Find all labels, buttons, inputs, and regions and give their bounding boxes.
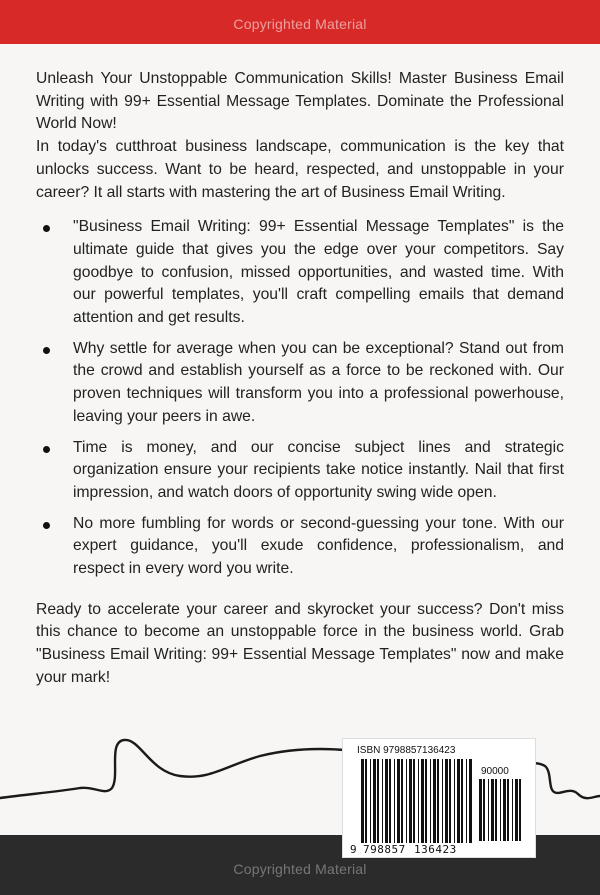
intro-paragraph-headline: Unleash Your Unstoppable Communication Skills! Master Business Email Writing with 99+ Essential Message Templates. Dominate the Professional World Now!	[36, 70, 564, 133]
barcode-digits-right: 136423	[414, 843, 457, 856]
closing-paragraph: Ready to accelerate your career and skyrocket your success? Don't miss this chance to become an unstoppable force in the business world. Grab "Business Email Writing: 99+ Essential Message Templates" now and make your mark!	[36, 600, 564, 686]
barcode-digits-left: 798857	[363, 843, 406, 856]
barcode-bar	[389, 759, 391, 843]
barcode-bar	[507, 779, 509, 841]
barcode-bar	[361, 759, 364, 843]
bullet-dot-icon	[43, 522, 50, 529]
isbn-label: ISBN 9798857136423	[357, 745, 456, 756]
barcode-bar	[512, 779, 513, 841]
barcode-bar	[413, 759, 415, 843]
barcode-bar	[401, 759, 403, 843]
feature-bullet-list	[36, 216, 564, 581]
barcode-bar	[370, 759, 371, 843]
bullet-text: No more fumbling for words or second-guessing your tone. With our expert guidance, you'll exude confidence, professionalism, and respect in every word you write.	[73, 514, 564, 578]
intro-paragraph: In today's cutthroat business landscape, communication is the key that unlocks success. Want to be heard, respected, and unstoppable in your career? It all starts with mastering the art of Business Email Writing.	[36, 138, 564, 201]
copyright-watermark-bottom: Copyrighted Material	[233, 861, 367, 877]
barcode-bar	[466, 759, 467, 843]
barcode-bar	[495, 779, 497, 841]
barcode-bar	[397, 759, 400, 843]
copyright-watermark-top: Copyrighted Material	[233, 16, 367, 32]
barcode-bar	[373, 759, 376, 843]
barcode-bar	[433, 759, 436, 843]
barcode-bar	[515, 779, 518, 841]
barcode-bar	[382, 759, 383, 843]
barcode-bar	[457, 759, 460, 843]
barcode-bar	[377, 759, 379, 843]
bullet-item	[36, 216, 564, 330]
barcode-bar	[449, 759, 451, 843]
barcode-bar	[365, 759, 367, 843]
barcode-bar	[394, 759, 395, 843]
barcode-bar	[445, 759, 448, 843]
bullet-text: Time is money, and our concise subject lines and strategic organization ensure your recipients take notice instantly. Nail that first impression, and watch doors of opportunity swing wide open.	[73, 438, 564, 501]
bullet-item	[36, 338, 564, 429]
barcode-bar	[503, 779, 506, 841]
bullet-text: Why settle for average when you can be exceptional? Stand out from the crowd and establish yourself as a force to be reckoned with. Our proven techniques will transform you into a professional powerhouse, leaving your peers in awe.	[73, 339, 564, 425]
barcode-bar	[483, 779, 485, 841]
barcode-bar	[421, 759, 424, 843]
barcode-bar	[488, 779, 489, 841]
barcode-bar	[519, 779, 521, 841]
barcode-bars	[343, 739, 535, 857]
barcode-bar	[491, 779, 494, 841]
barcode-bar	[409, 759, 412, 843]
bullet-text: "Business Email Writing: 99+ Essential Message Templates" is the ultimate guide that gives you the edge over your competitors. Say goodbye to confusion, missed opportunities, and wasted time. With our powerful templates, you'll craft compelling emails that demand attention and get results.	[73, 218, 564, 327]
barcode-digit-first: 9	[350, 843, 357, 856]
bullet-dot-icon	[43, 347, 50, 354]
price-code: 90000	[481, 766, 509, 777]
barcode-bar	[385, 759, 388, 843]
bullet-item	[36, 437, 564, 505]
back-cover-text	[36, 68, 564, 690]
barcode-bar	[500, 779, 501, 841]
barcode-bar	[469, 759, 472, 843]
barcode-bar	[425, 759, 427, 843]
barcode-bar	[406, 759, 407, 843]
barcode-bar	[461, 759, 463, 843]
barcode-bar	[479, 779, 482, 841]
barcode-bar	[442, 759, 443, 843]
barcode-bar	[437, 759, 439, 843]
barcode-bar	[454, 759, 455, 843]
barcode-bar	[418, 759, 419, 843]
bullet-dot-icon	[43, 446, 50, 453]
bullet-dot-icon	[43, 225, 50, 232]
bullet-item	[36, 513, 564, 581]
isbn-barcode-box	[342, 738, 536, 858]
barcode-bar	[430, 759, 431, 843]
